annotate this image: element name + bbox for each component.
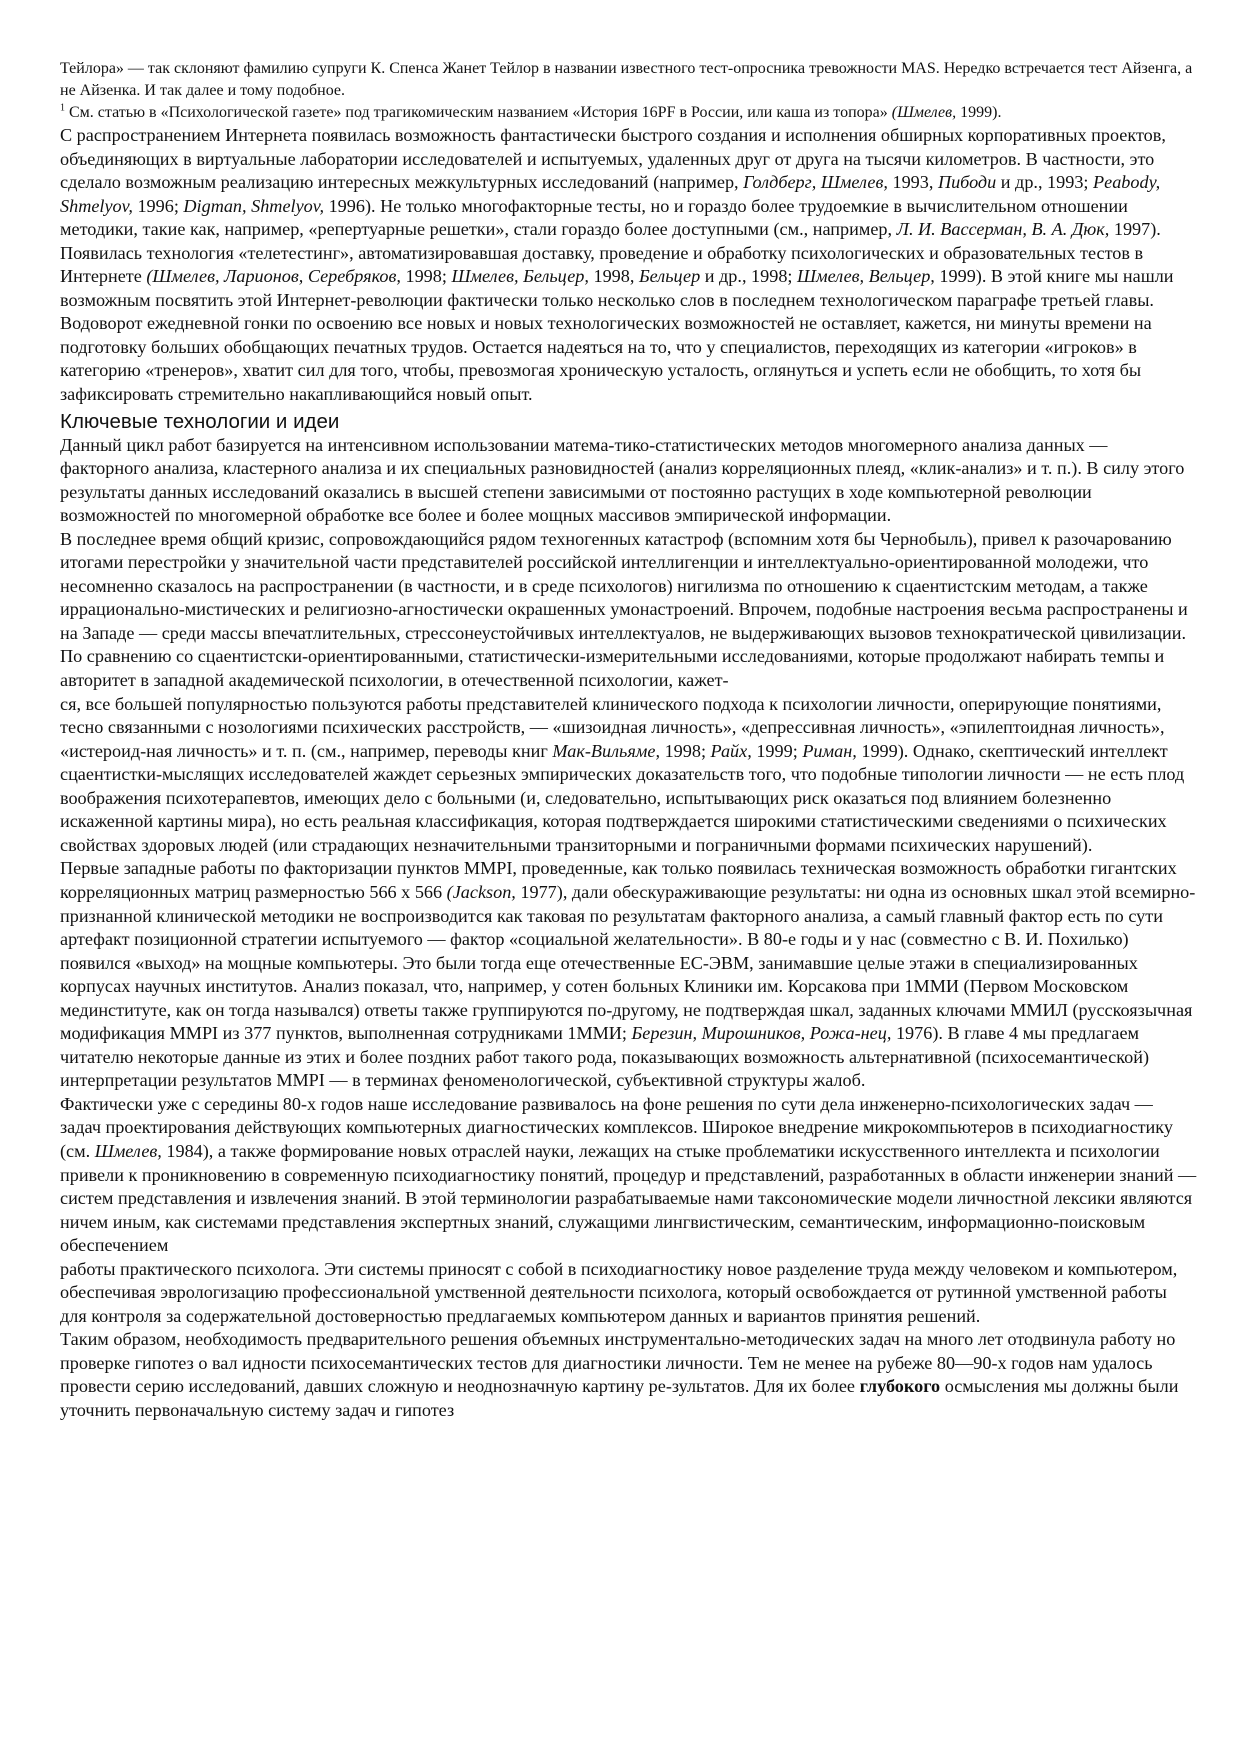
citation: Шмелев, Вельцер, [797,266,935,287]
paragraph-crisis: В последнее время общий кризис, сопровождающийся рядом техногенных катастроф (вспомним хотя бы Чернобыль), привел к разочарованию итогами перестройки у значительной части представителей российской интеллигенции и интеллектуально-ориентированной молодежи, что несомненно сказалось на распространении (в частности, и в среде психологов) нигилизма по отношению к сцаентистским методам, а также иррационально-мистических и религиозно-агностически окрашенных умонастроений. Впрочем, подобные настроения весьма распространены и на Западе — среди массы впечатлительных, стрессонеустойчивых интеллектуалов, не выдерживающих вызовов технократической цивилизации. По сравнению со сцаентистски-ориентированными, статистически-измерительными исследованиями, которые продолжают набирать темпы и авторитет в западной академической психологии, в отечественной психологии, кажет- [60,528,1188,691]
citation: Мак-Вильяме, [552,740,661,761]
footnote-text: См. статью в «Психологической газете» под трагикомическим названием «История 16PF в России, или каша из топора» [65,104,892,121]
citation: Peabody, Shmelyov, [60,172,1161,216]
page [60,58,1198,1423]
footnote-continued-text: Тейлора» — так склоняют фамилию супруги К. Спенса Жанет Тейлор в названии известного тест-опросника тревожности MAS. Нередко встречается тест Айзенга, а не Айзенка. И так далее и тому подобное. [60,60,1193,99]
citation: Березин, Мирошников, Рожа-нец, [631,1023,892,1044]
citation: (Шмелев, Ларионов, Серебряков, [146,266,401,287]
paragraph-conclusion: Таким образом, необходимость предварительного решения объемных инструментально-методических задач на много лет отодвинула работу но проверке гипотез о вал идности психосемантических тестов для диагностики личности. Тем не менее на рубеже 80—90-х годов нам удалось провести серию исследований, давших сложную и неоднозначную картину ре-зультатов. Для их более глубокого осмысления мы должны были уточнить первоначальную систему задач и гипотез [60,1329,1179,1420]
citation: (Jackson, [446,881,516,902]
bold-word: глубокого [859,1376,941,1397]
citation: Райх, [710,740,752,761]
citation: Риман, [802,740,857,761]
footnote-1 [60,102,1198,124]
citation: Пибоди [937,172,997,193]
citation: Digman, Shmelyov, [183,195,325,216]
paragraph-clinical: ся, все большей популярностью пользуются работы представителей клинического подхода к психологии личности, оперирующие понятиями, тесно связанными с нозологиями психических расстройств, — «шизоидная личность», «депрессивная личность», «эпилептоидная личность», «истероид-ная личность» и т. п. (см., например, переводы книг Мак-Вильяме, 1998; Райх, 1999; Риман, 1999). Однако, скептический интеллект сцаентистки-мыслящих исследователей жаждет серьезных эмпирических доказательств того, что подобные типологии личности — не есть плод воображения психотерапевтов, имеющих дело с больными (и, следовательно, испытывающих риск оказаться под влиянием болезненно искаженной картины мира), но есть реальная классификация, которая подтверждается широкими статистическими сведениями о психических свойствах здоровых людей (или страдающих незначительными транзиторными и пограничными формами психических нарушений). [60,693,1185,855]
citation: Бельцер [638,266,701,287]
paragraph-practical: работы практического психолога. Эти системы приносят с собой в психодиагностику новое разделение труда между человеком и компьютером, обеспечивая эврологизацию профессиональной умственной деятельности психолога, который освобождается от рутинной умственной работы для контроля за содержательной достоверностью предлагаемых компьютером данных и вариантов принятия решений. [60,1258,1178,1326]
footnote-marker: 1 [60,102,65,114]
footnote-tail: 1999). [956,104,1002,121]
paragraph-engineering: Фактически уже с середины 80-х годов наше исследование развивалось на фоне решения по сути дела инженерно-психологических задач — задач проектирования действующих компьютерных диагностических комплексов. Широкое внедрение микрокомпьютеров в психодиагностику (см. Шмелев, 1984), а также формирование новых отраслей науки, лежащих на стыке проблематики искусственного интеллекта и психологии привели к проникновению в современную психодиагностику понятий, процедур и представлений, разработанных в области инженерии знаний — систем представления и извлечения знаний. В этой терминологии разрабатываемые нами таксономические модели личностной лексики являются ничем иным, как системами представления экспертных знаний, служащими лингвистическим, семантическим, информационно-поисковым обеспечением [60,1093,1197,1256]
section-heading: Ключевые технологии и идеи [60,409,340,433]
citation: Л. И. Вассерман, В. А. Дюк, [896,219,1110,240]
citation: Шмелев, [94,1140,162,1161]
footnote-citation: (Шмелев, [891,104,957,121]
citation: Шмелев, Бельцер, [451,266,589,287]
paragraph-mmpi: Первые западные работы по факторизации пунктов MMPI, проведенные, как только появилась техническая возможность обработки гигантских корреляционных матриц размерностью 566 x 566 (Jackson, 1977), дали обескураживающие результаты: ни одна из основных шкал этой всемирно-признанной клинической методики не воспроизводится как таковая по результатам факторного анализа, а самый главный фактор есть по сути артефакт позиционной стратегии испытуемого — фактор «социальной желательности». В 80-е годы и у нас (совместно с В. И. Похилько) появился «выход» на мощные компьютеры. Это были тогда еще отечественные ЕС-ЭВМ, занимавшие целые этажи в специализированных корпусах научных институтов. Анализ показал, что, например, у сотен больных Клиники им. Корсакова при 1ММИ (Первом Московском мединституте, как он тогда назывался) ответы также группируются по-другому, не подтверждая шкал, заданных ключами ММИЛ (русскоязычная модификация MMPI из 377 пунктов, выполненная сотрудниками 1ММИ; Березин, Мирошников, Рожа-нец, 1976). В главе 4 мы предлагаем читателю некоторые данные из этих и более поздних работ такого рода, показывающих возможность альтернативной (психосемантической) интерпретации результатов MMPI — в терминах феноменологической, субъективной структуры жалоб. [60,858,1196,1091]
paragraph-internet: С распространением Интернета появилась возможность фантастически быстрого создания и исполнения обширных корпоративных проектов, объединяющих в виртуальные лаборатории исследователей и испытуемых, удаленных друг от друга на тысячи километров. В частности, это сделало возможным реализацию интересных межкультурных исследований (например, Голдберг, Шмелев, 1993, Пибоди и др., 1993; Peabody, Shmelyov, 1996; Digman, Shmelyov, 1996). Не только многофакторные тесты, но и гораздо более трудоемкие в вычислительном отношении методики, такие как, например, «репертуарные решетки», стали гораздо более доступными (см., например, Л. И. Вассерман, В. А. Дюк, 1997). Появилась технология «телетестинг», автоматизировавшая доставку, проведение и обработку психологических и образовательных тестов в Интернете (Шмелев, Ларионов, Серебряков, 1998; Шмелев, Бельцер, 1998, Бельцер и др., 1998; Шмелев, Вельцер, 1999). В этой книге мы нашли возможным посвятить этой Интернет-революции фактически только несколько слов в последнем технологическом параграфе третьей главы. Водоворот ежедневной гонки по освоению все новых и новых технологических возможностей не оставляет, кажется, ни минуты времени на подготовку больших обобщающих печатных трудов. Остается надеяться на то, что у специалистов, переходящих из категории «игроков» в категорию «тренеров», хватит сил для того, чтобы, превозмогая хроническую усталость, оглянуться и успеть если не обобщить, то хотя бы зафиксировать стремительно накапливающийся новый опыт. [60,125,1174,405]
paragraph-methods: Данный цикл работ базируется на интенсивном использовании матема-тико-статистических методов многомерного анализа данных — факторного анализа, кластерного анализа и их специальных разновидностей (анализ корреляционных плеяд, «клик-анализ» и т. п.). В силу этого результаты данных исследований оказались в высшей степени зависимыми от постоянно растущих в ходе компьютерной революции возможностей по многомерной обработке все более и более мощных массивов эмпирической информации. [60,434,1185,526]
footnote-continued [60,58,1198,102]
citation: Голдберг, Шмелев, [743,172,888,193]
